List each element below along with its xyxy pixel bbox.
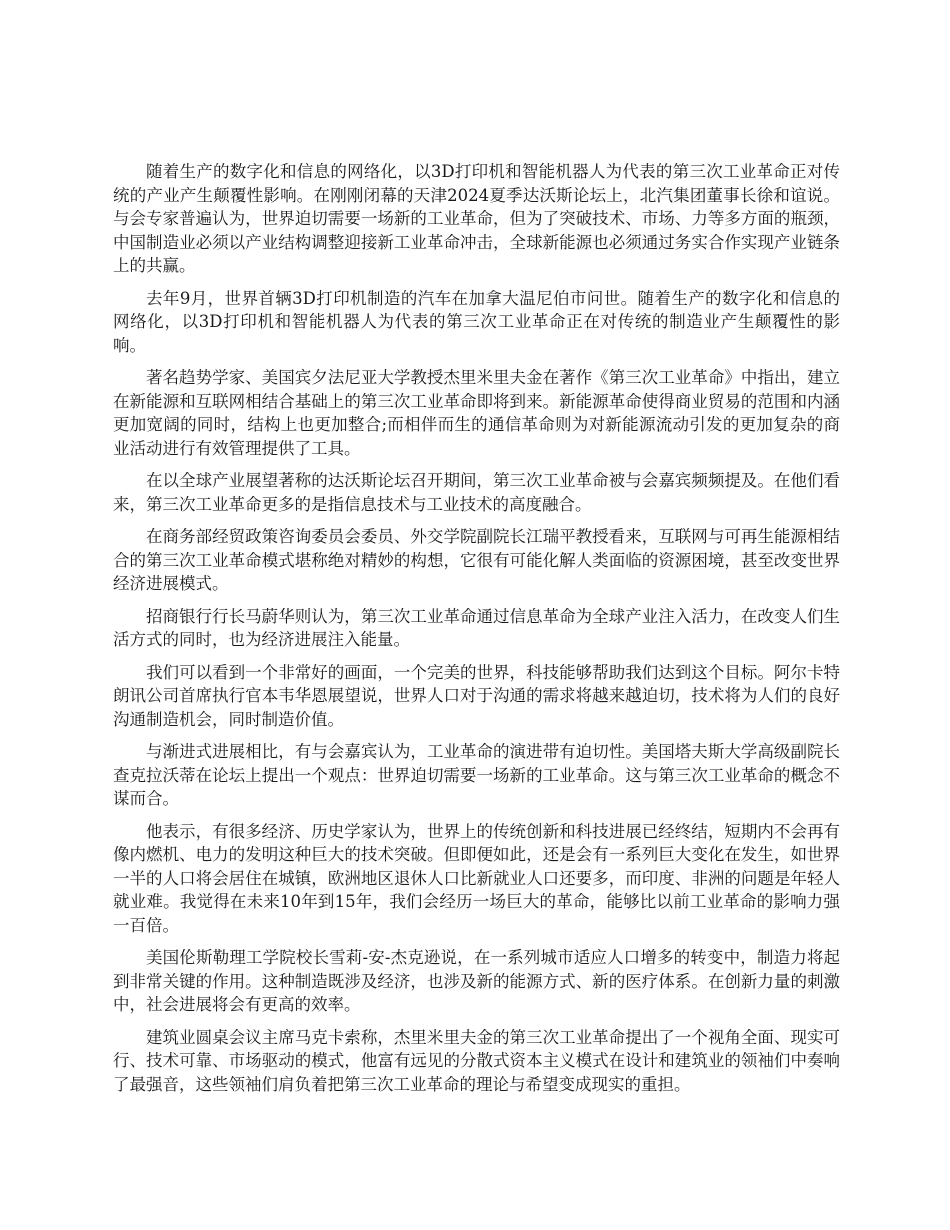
paragraph-3: 著名趋势学家、美国宾夕法尼亚大学教授杰里米里夫金在著作《第三次工业革命》中指出，建立在新能源和互联网相结合基础上的第三次工业革命即将到来。新能源革命使得商业贸易的范围和内涵更加宽阔的同时，结构上也更加整合;而相伴而生的通信革命则为对新能源流动引发的更加复杂的商业活动进行有效管理提供了工具。: [113, 368, 840, 458]
paragraph-7: 我们可以看到一个非常好的画面，一个完美的世界，科技能够帮助我们达到这个目标。阿尔卡特朗讯公司首席执行官本韦华恩展望说，世界人口对于沟通的需求将越来越迫切，技术将为人们的良好沟通制造机会，同时制造价值。: [113, 662, 840, 729]
paragraph-9: 他表示，有很多经济、历史学家认为，世界上的传统创新和科技进展已经终结，短期内不会再有像内燃机、电力的发明这种巨大的技术突破。但即便如此，还是会有一系列巨大变化在发生，如世界一半的人口将会居住在城镇，欧洲地区退休人口比新就业人口还要多，而印度、非洲的问题是年轻人就业难。我觉得在未来10年到15年，我们会经历一场巨大的革命，能够比以前工业革命的影响力强一百倍。: [113, 821, 840, 935]
paragraph-2: 去年9月，世界首辆3D打印机制造的汽车在加拿大温尼伯市问世。随着生产的数字化和信息的网络化，以3D打印机和智能机器人为代表的第三次工业革命正在对传统的制造业产生颠覆性的影响。: [113, 288, 840, 355]
paragraph-1: 随着生产的数字化和信息的网络化，以3D打印机和智能机器人为代表的第三次工业革命正对传统的产业产生颠覆性影响。在刚刚闭幕的天津2024夏季达沃斯论坛上，北汽集团董事长徐和谊说。与会专家普遍认为，世界迫切需要一场新的工业革命，但为了突破技术、市场、力等多方面的瓶颈，中国制造业必须以产业结构调整迎接新工业革命冲击，全球新能源也必须通过务实合作实现产业链条上的共赢。: [113, 162, 840, 275]
paragraph-11: 建筑业圆桌会议主席马克卡索称，杰里米里夫金的第三次工业革命提出了一个视角全面、现实可行、技术可靠、市场驱动的模式，他富有远见的分散式资本主义模式在设计和建筑业的领袖们中奏响了最强音，这些领袖们肩负着把第三次工业革命的理论与希望变成现实的重担。: [113, 1027, 840, 1094]
paragraph-10: 美国伦斯勒理工学院校长雪莉-安-杰克逊说，在一系列城市适应人口增多的转变中，制造力将起到非常关键的作用。这种制造既涉及经济，也涉及新的能源方式、新的医疗体系。在创新力量的刺激中，社会进展将会有更高的效率。: [113, 948, 840, 1014]
paragraph-5: 在商务部经贸政策咨询委员会委员、外交学院副院长江瑞平教授看来，互联网与可再生能源相结合的第三次工业革命模式堪称绝对精妙的构想，它很有可能化解人类面临的资源困境，甚至改变世界经济进展模式。: [113, 527, 840, 593]
paragraph-6: 招商银行行长马蔚华则认为，第三次工业革命通过信息革命为全球产业注入活力，在改变人们生活方式的同时，也为经济进展注入能量。: [113, 606, 840, 649]
paragraph-4: 在以全球产业展望著称的达沃斯论坛召开期间，第三次工业革命被与会嘉宾频频提及。在他们看来，第三次工业革命更多的是指信息技术与工业技术的高度融合。: [113, 471, 840, 514]
paragraph-8: 与渐进式进展相比，有与会嘉宾认为，工业革命的演进带有迫切性。美国塔夫斯大学高级副院长查克拉沃蒂在论坛上提出一个观点：世界迫切需要一场新的工业革命。这与第三次工业革命的概念不谋而合。: [113, 742, 840, 808]
